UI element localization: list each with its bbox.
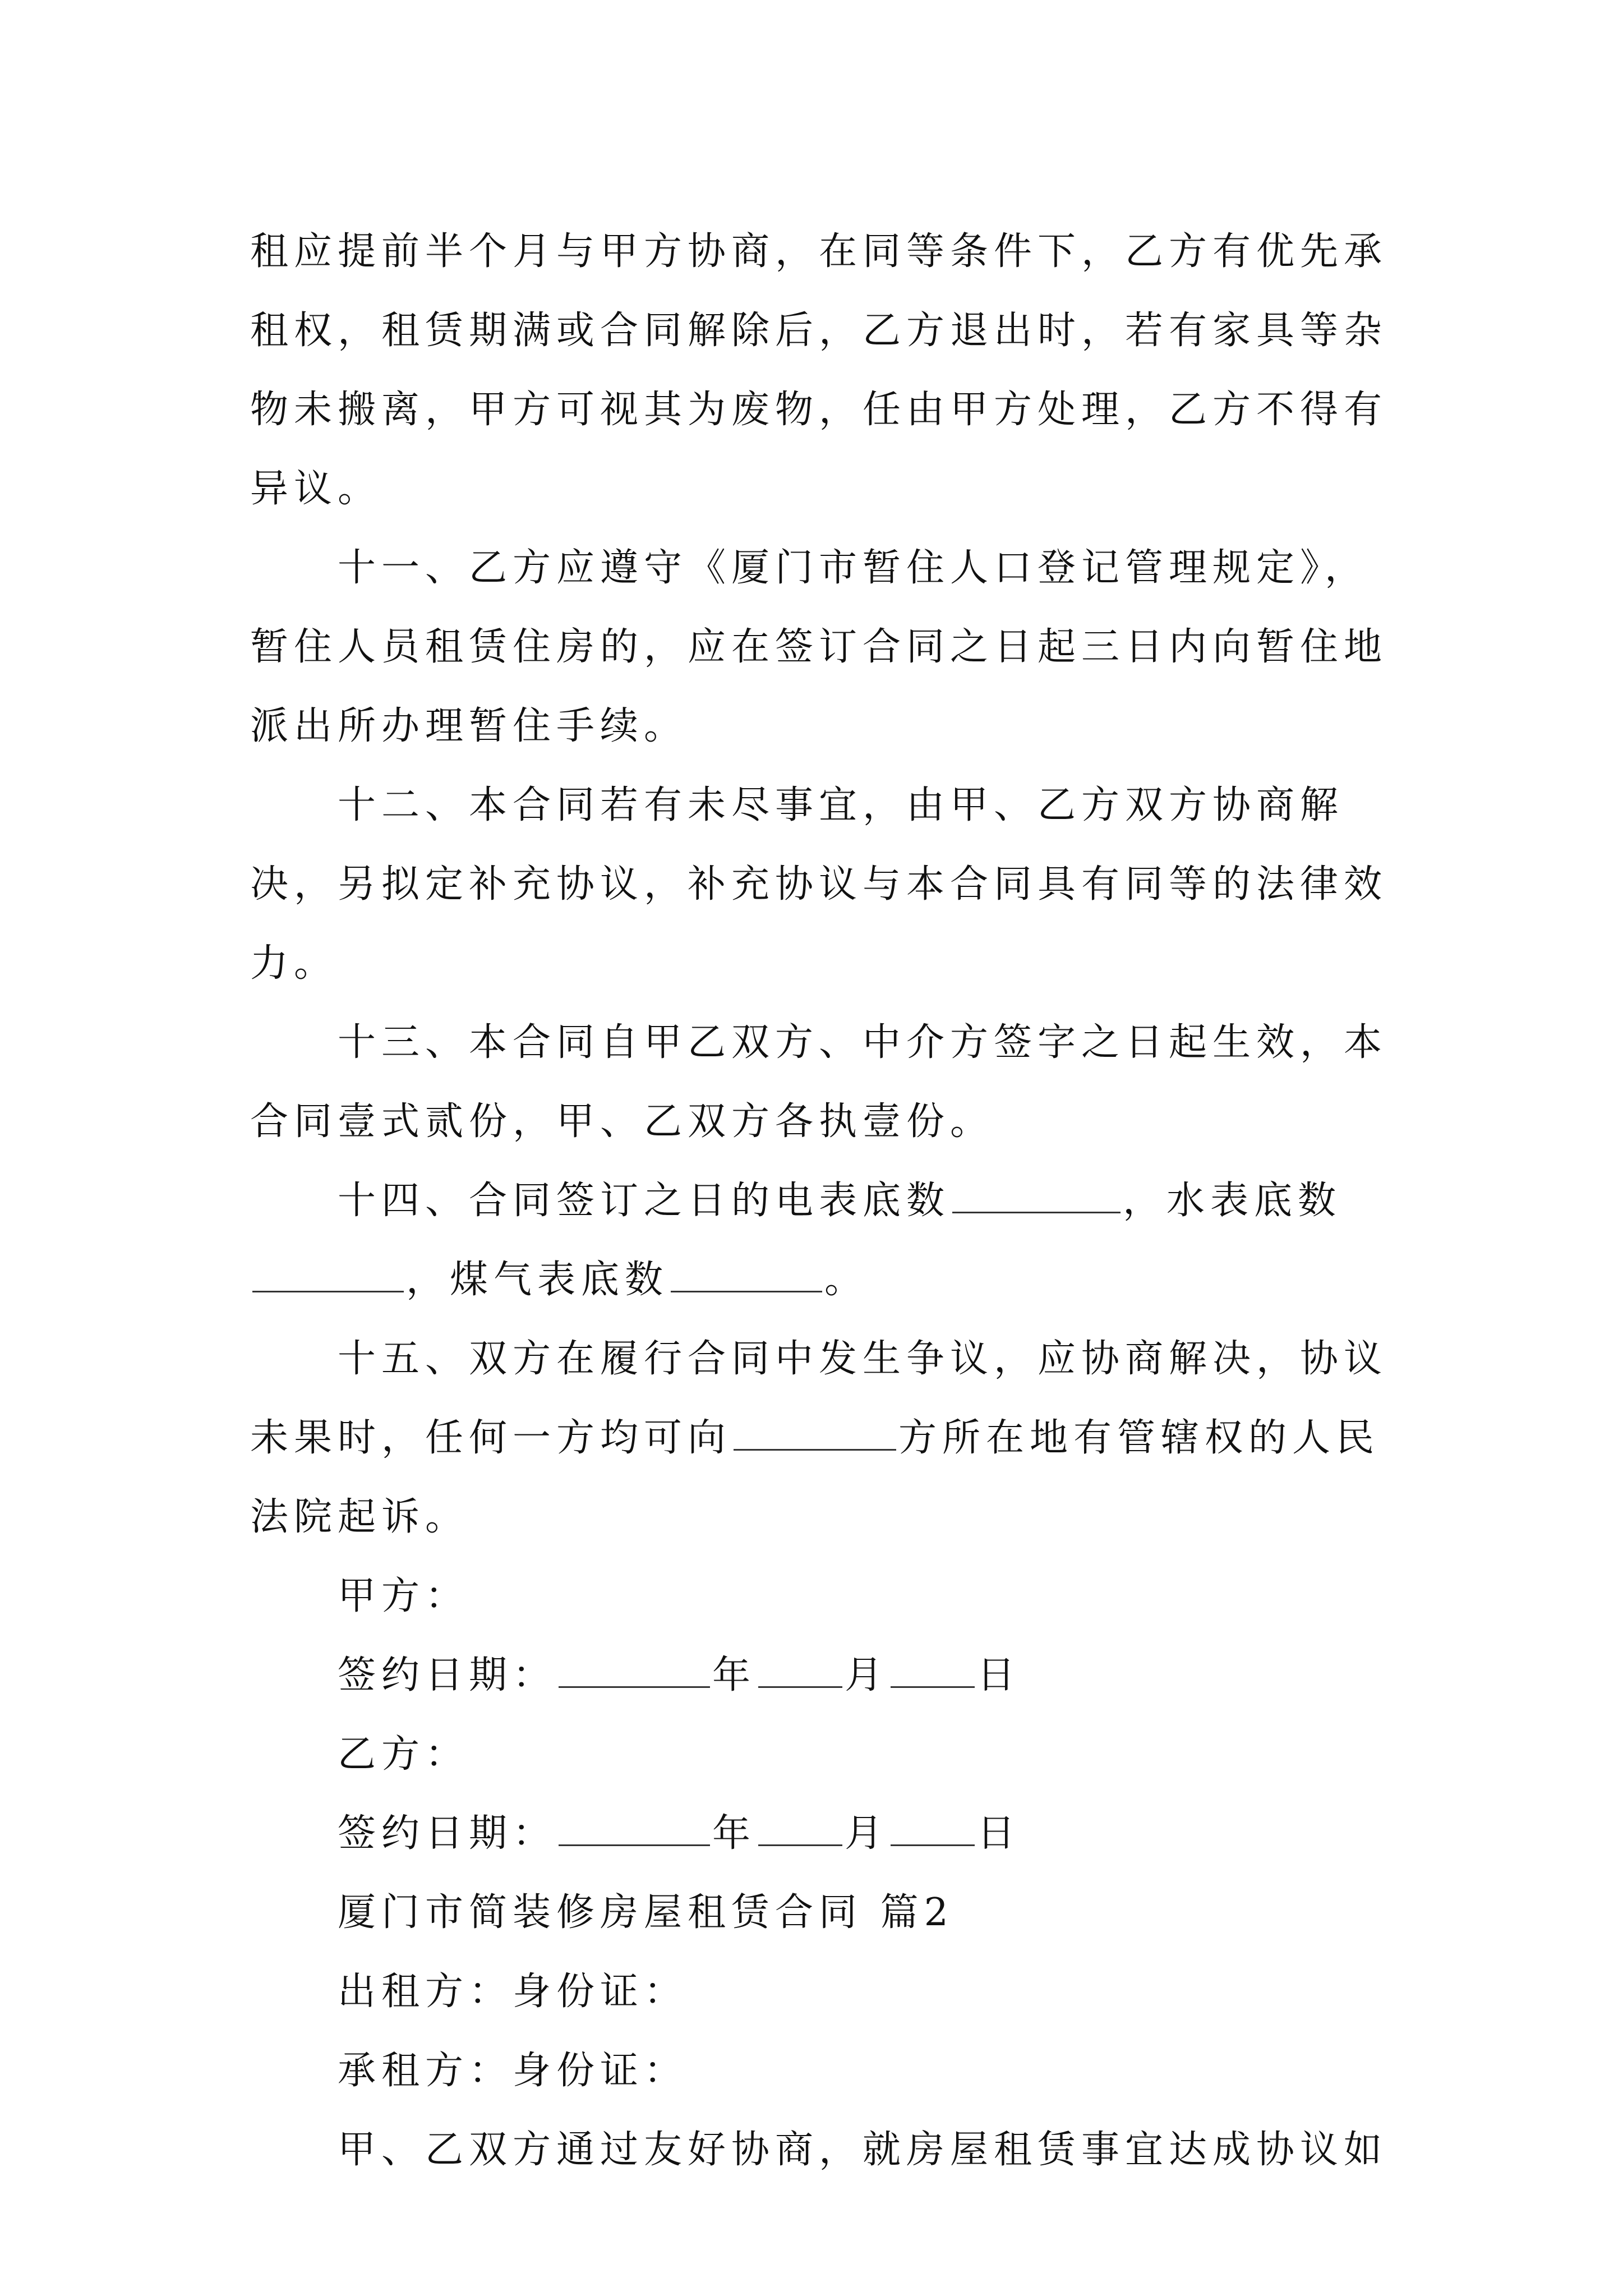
sign-date-a-label: 签约日期：: [338, 1653, 557, 1697]
clause-14-text-2: ，水表底数: [1123, 1179, 1342, 1223]
sign-date-a-day-blank: [891, 1651, 975, 1688]
section-title: 厦门市简装修房屋租赁合同 篇2: [338, 1890, 954, 1935]
clause-15-text-1: 十五、双方在履行合同中发生争议，应协商解决，协议未果时，任何一方均可向: [250, 1337, 1388, 1460]
lessee-line: 承租方：身份证：: [338, 2049, 688, 2093]
sign-date-b-year: 年: [712, 1811, 757, 1856]
document-body: [250, 212, 1394, 2189]
party-a-label: 甲方：: [338, 1574, 469, 1618]
electric-meter-blank: [952, 1177, 1121, 1213]
sign-date-b-day: 日: [977, 1811, 1021, 1856]
sign-date-a-day: 日: [977, 1653, 1021, 1697]
sign-date-a-year: 年: [712, 1653, 757, 1697]
water-meter-blank: [252, 1256, 404, 1292]
clause-12: 十二、本合同若有未尽事宜，由甲、乙方双方协商解决，另拟定补充协议，补充协议与本合同具有同等的法律效力。: [250, 783, 1388, 986]
sign-date-a-month: 月: [845, 1653, 889, 1697]
sign-date-b: [250, 1794, 1394, 1873]
sign-date-a-month-blank: [758, 1651, 842, 1688]
clause-13: 十三、本合同自甲乙双方、中介方签字之日起生效，本合同壹式贰份，甲、乙双方各执壹份。: [250, 1020, 1388, 1144]
sign-date-b-month-blank: [758, 1810, 842, 1846]
gas-meter-blank: [671, 1256, 822, 1292]
clause-14: [250, 1161, 1394, 1319]
sign-date-b-label: 签约日期：: [338, 1811, 557, 1856]
clause-15-text-2: 方所在地有管辖权的人民法院起诉。: [250, 1416, 1380, 1539]
clause-11: 十一、乙方应遵守《厦门市暂住人口登记管理规定》，暂住人员租赁住房的，应在签订合同之日起三日内向暂住地派出所办理暂住手续。: [250, 546, 1388, 748]
sign-date-b-day-blank: [891, 1810, 975, 1846]
paragraph-agreement-intro: 甲、乙双方通过友好协商，就房屋租赁事宜达成协议如: [338, 2128, 1388, 2172]
lessor-line: 出租方：身份证：: [338, 1970, 688, 2014]
clause-14-text-1: 十四、合同签订之日的电表底数: [338, 1179, 951, 1223]
clause-15: [250, 1319, 1394, 1557]
paragraph-continuation: 租应提前半个月与甲方协商，在同等条件下，乙方有优先承租权，租赁期满或合同解除后，乙方退出时，若有家具等杂物未搬离，甲方可视其为废物，任由甲方处理，乙方不得有异议。: [250, 229, 1388, 511]
court-party-blank: [734, 1414, 896, 1451]
sign-date-a: [250, 1636, 1394, 1715]
sign-date-a-year-blank: [559, 1651, 710, 1688]
party-b-label: 乙方：: [338, 1732, 469, 1777]
clause-14-text-3: ，煤气表底数: [406, 1258, 669, 1302]
sign-date-b-year-blank: [559, 1810, 710, 1846]
sign-date-b-month: 月: [845, 1811, 889, 1856]
clause-14-text-4: 。: [824, 1258, 869, 1302]
